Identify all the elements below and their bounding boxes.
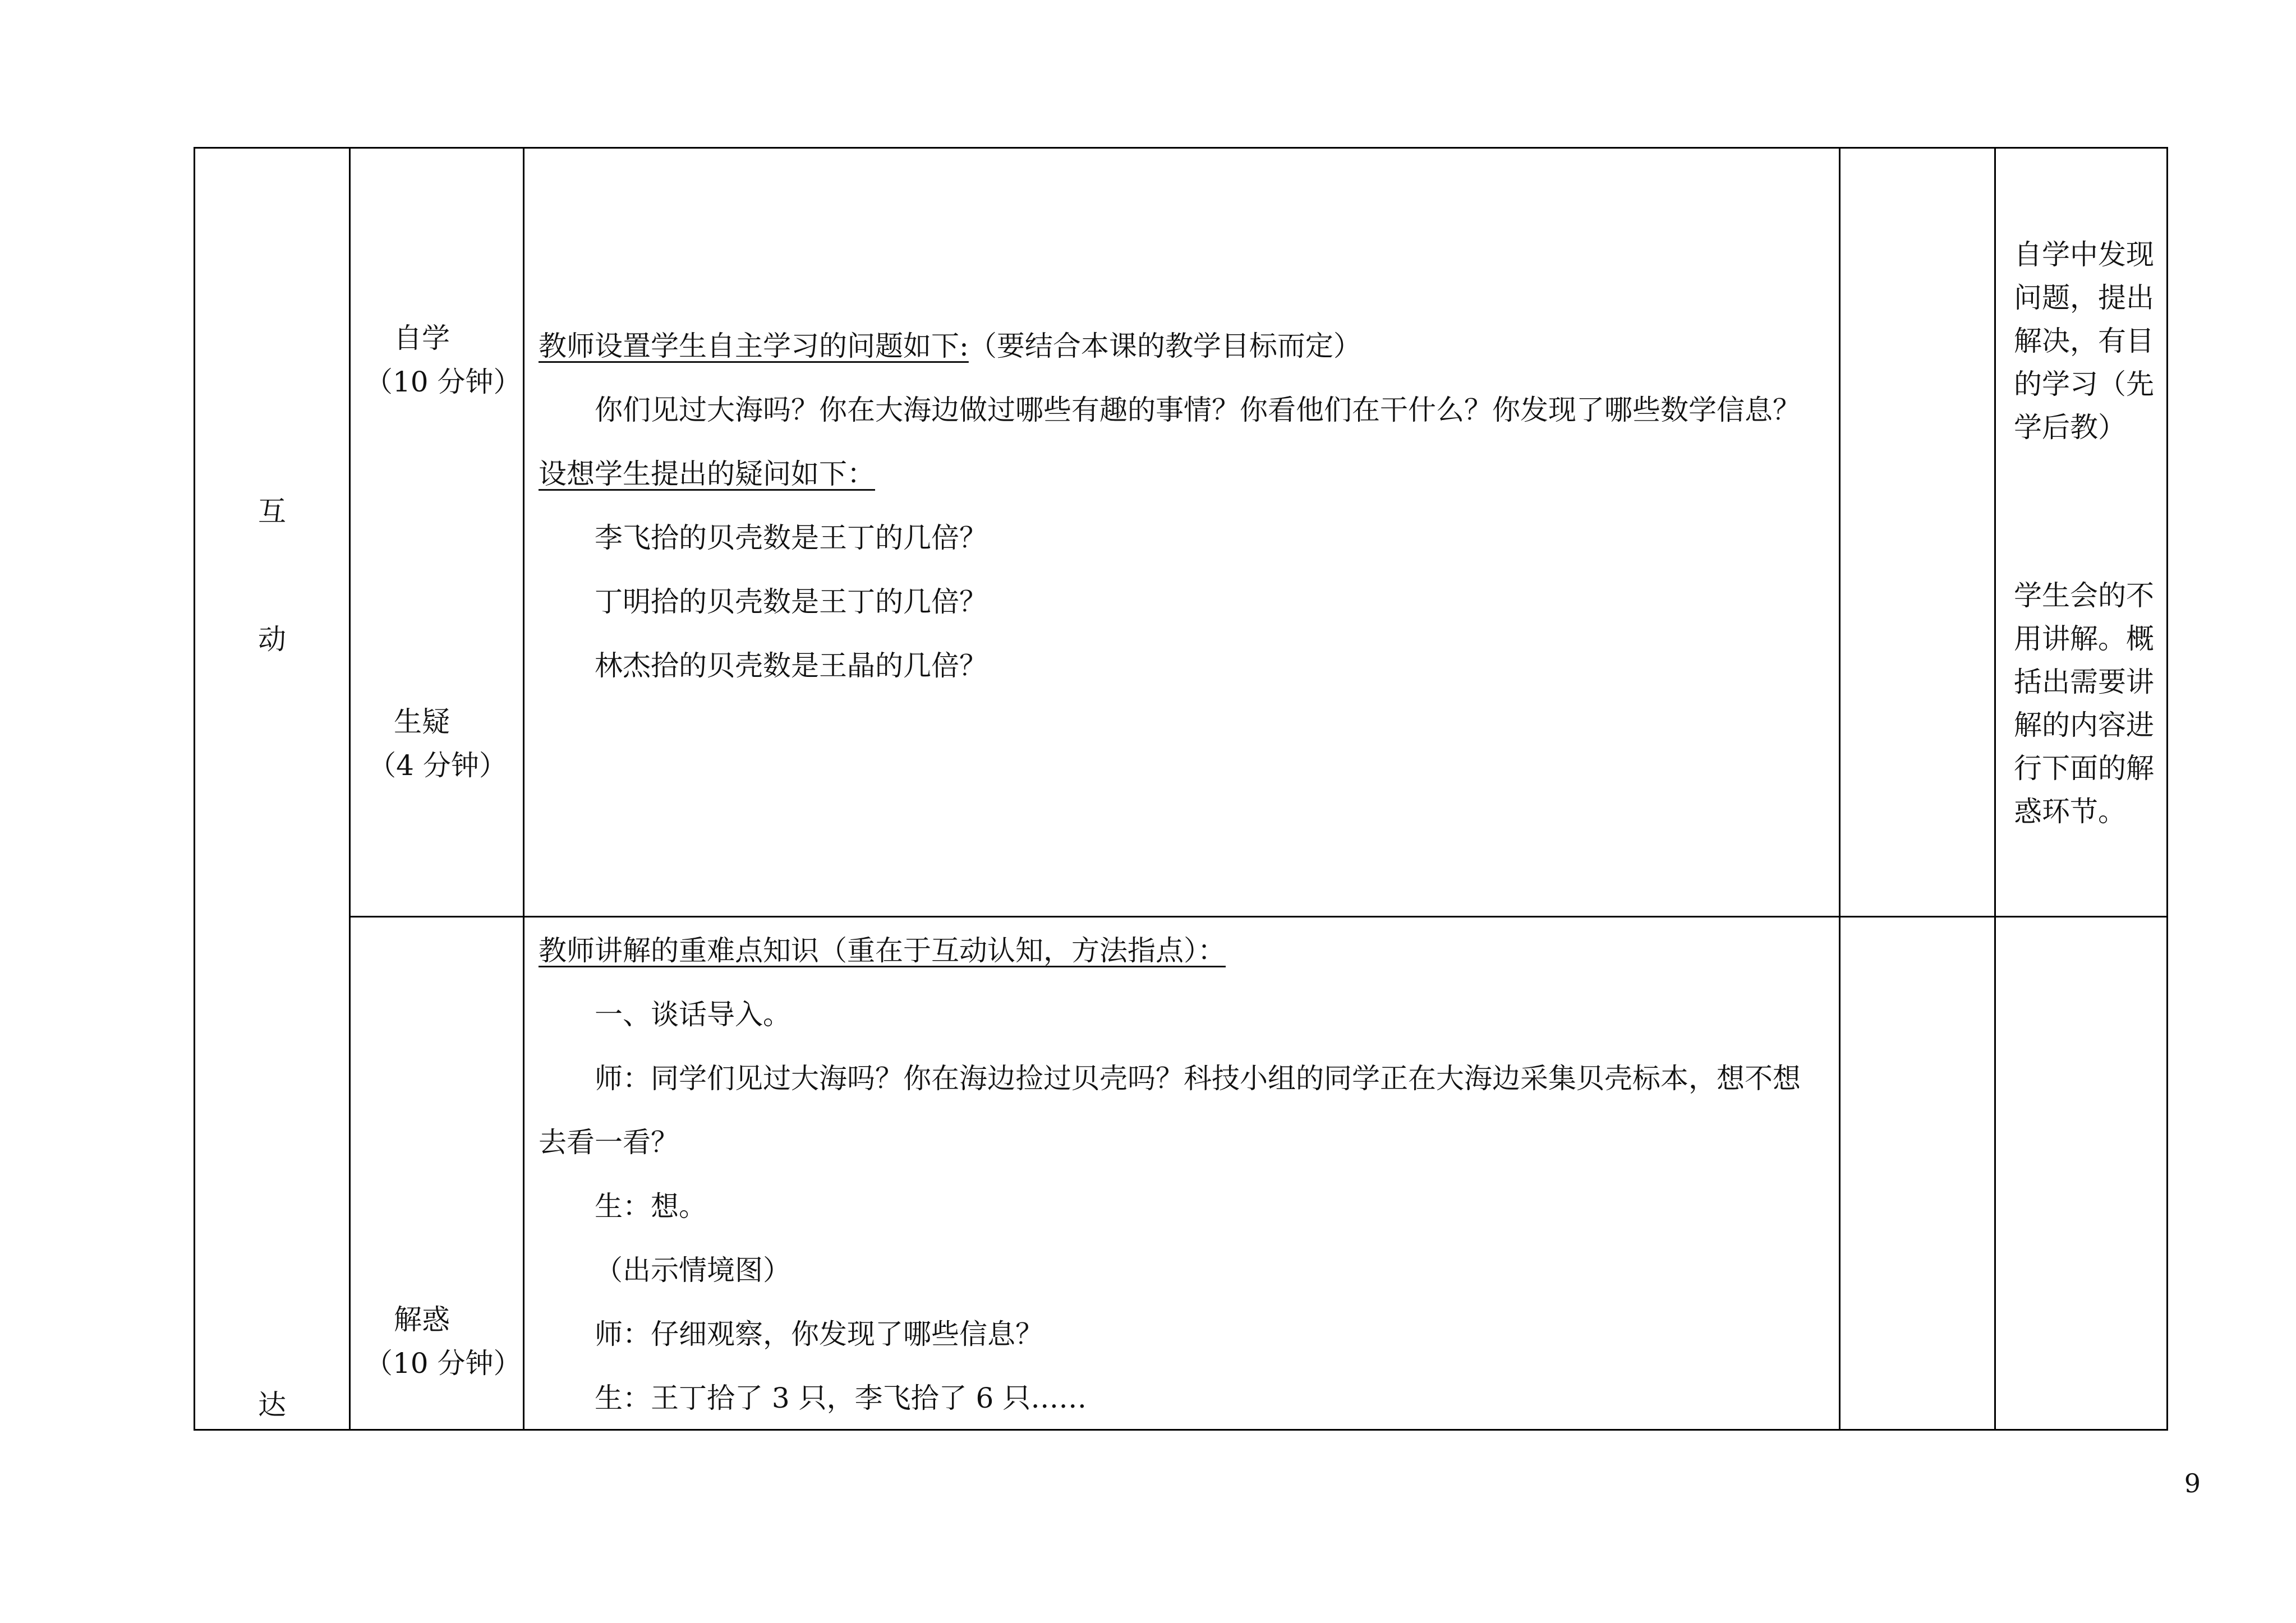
table-col-border-3 — [523, 147, 524, 1431]
design-note-2-line: 行下面的解 — [2014, 752, 2154, 785]
segment-jiehuo-time: （10 分钟） — [365, 1347, 522, 1380]
lesson-line-3: 去看一看？ — [539, 1126, 679, 1159]
lesson-line-6: 师：仔细观察，你发现了哪些信息？ — [595, 1318, 1043, 1350]
design-note-2-line: 用讲解。概 — [2014, 623, 2154, 655]
table-col-border-5 — [1994, 147, 1996, 1431]
key-points-heading: 教师讲解的重难点知识（重在于互动认知，方法指点）： — [539, 934, 1226, 967]
design-note-2 — [2014, 574, 2182, 833]
design-note-2-line: 学生会的不 — [2014, 579, 2154, 612]
stage-label-char-3: 达 — [258, 1389, 286, 1421]
student-questions-heading: 设想学生提出的疑问如下： — [539, 458, 875, 490]
design-note-1-line: 的学习（先 — [2014, 368, 2154, 400]
self-study-intro: 你们见过大海吗？你在大海边做过哪些有趣的事情？你看他们在干什么？你发现了哪些数学信息？ — [595, 394, 1801, 426]
design-note-2-line: 括出需要讲 — [2014, 666, 2154, 698]
design-note-1-line: 自学中发现 — [2014, 238, 2154, 271]
table-mid-divider — [349, 916, 2168, 917]
design-note-2-line: 惑环节。 — [2014, 795, 2126, 828]
table-col-border-4 — [1839, 147, 1841, 1431]
lesson-line-1: 一、谈话导入。 — [595, 998, 791, 1031]
segment-shengyi-time: （4 分钟） — [368, 749, 507, 782]
segment-shengyi-name: 生疑 — [394, 706, 450, 738]
table-col-border-1 — [194, 147, 195, 1431]
design-note-1-line: 学后教） — [2014, 411, 2126, 444]
page-number: 9 — [2184, 1468, 2201, 1498]
lesson-line-4: 生：想。 — [595, 1190, 707, 1223]
design-note-1-line: 解决，有目 — [2014, 325, 2154, 357]
lesson-line-2: 师：同学们见过大海吗？你在海边捡过贝壳吗？科技小组的同学正在大海边采集贝壳标本，想不想 — [595, 1062, 1801, 1095]
self-study-heading-row — [539, 332, 1361, 360]
table-bottom-border — [194, 1429, 2168, 1431]
design-note-1-line: 问题，提出 — [2014, 282, 2154, 314]
segment-jiehuo-name: 解惑 — [394, 1303, 450, 1336]
segment-zixue-time: （10 分钟） — [365, 366, 522, 398]
student-question-1: 李飞拾的贝壳数是王丁的几倍？ — [595, 522, 987, 554]
self-study-heading: 教师设置学生自主学习的问题如下: — [539, 330, 969, 362]
stage-label-char-2: 动 — [258, 623, 286, 656]
design-note-2-line: 解的内容进 — [2014, 709, 2154, 741]
student-question-3: 林杰拾的贝壳数是王晶的几倍？ — [595, 649, 987, 682]
self-study-heading-note: （要结合本课的教学目标而定） — [968, 330, 1361, 362]
design-note-1 — [2014, 233, 2182, 449]
table-top-border — [194, 147, 2168, 149]
lesson-line-5: （出示情境图） — [595, 1254, 791, 1287]
stage-label-char-1: 互 — [258, 495, 286, 528]
segment-zixue-name: 自学 — [394, 322, 450, 354]
student-question-2: 丁明拾的贝壳数是王丁的几倍？ — [595, 585, 987, 618]
lesson-line-7: 生：王丁拾了 3 只，李飞拾了 6 只…… — [595, 1382, 1087, 1414]
